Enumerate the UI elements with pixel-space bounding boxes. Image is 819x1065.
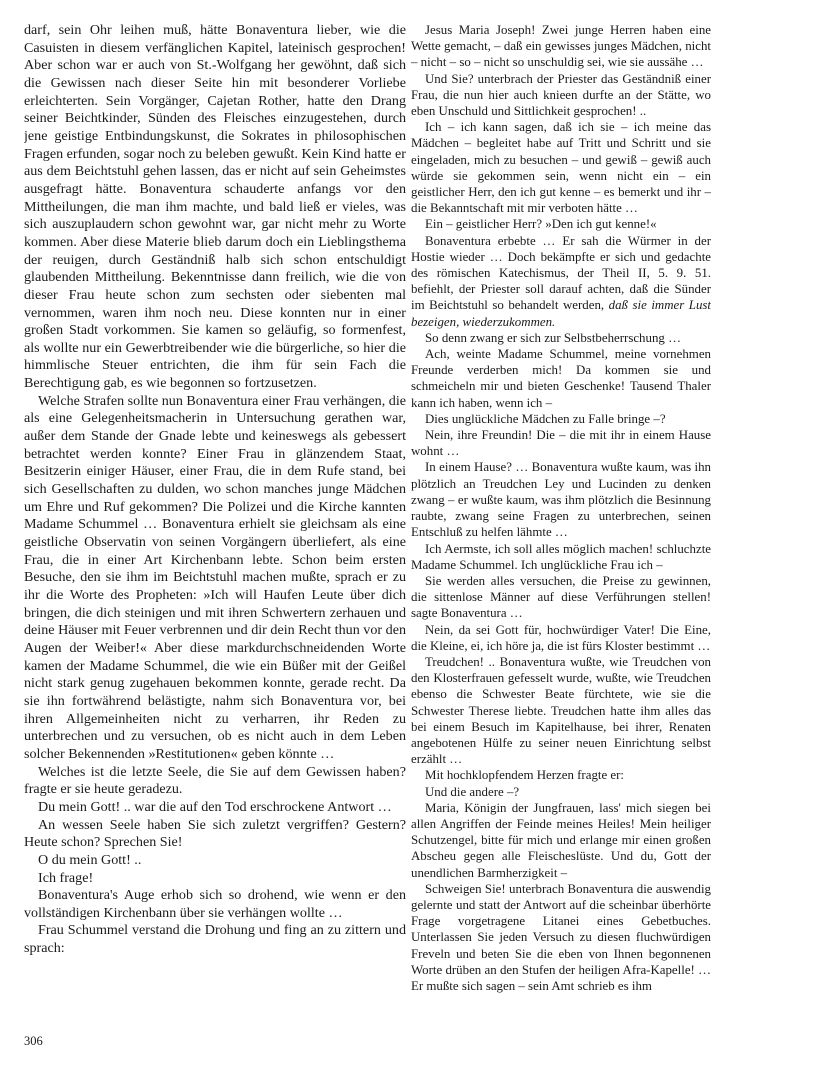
paragraph: Bonaventura's Auge erhob sich so drohend, wie wenn er den vollständigen Kirchenbann über sie verhängen wollte …	[24, 887, 406, 921]
paragraph: Welche Strafen sollte nun Bonaventura einer Frau verhängen, die als eine Gelegenheitsmacherin in Untersuchung gerathen war, außer dem Stande der Gnade lebte und keineswegs als gebessert betrachtet werden konnte? Einer Frau in glänzendem Staat, Besitzerin einiger Häuser, einer Frau, die in dem Rufe stand, bei sich Gesellschaften zu dulden, wo schon manches junge Mädchen um Ehre und Ruf gekommen? Die Polizei und die Kirche kannten Madame Schummel … Bonaventura erhielt sie gleichsam als eine geistliche Observatin von seinen Vorgängern überliefert, als eine Frau, die in einer Art Kirchenbann lebte. Schon beim ersten Besuche, den sie ihm im Beichtstuhl machen mußte, sprach er zu ihr die Worte des Propheten: »Ich will Haufen Leute über dich bringen, die dich steinigen und mit ihren Schwertern zerhauen und deine Häuser mit Feuer verbrennen und dir dein Recht thun vor den Augen der Weiber!« Aber diese markdurchschneidenden Worte kamen der Madame Schummel, die wie ein Büßer mit der Geißel nicht stark genug zugehauen bekommen konnte, gerade recht. Da sie ihn fortwährend belästigte, nahm sich Bonaventura vor, bei ihren Allgemeinheiten nicht zu verharren, ihr Reden zu unterbrechen und zu versuchen, ob es nicht auch in dem Leben solcher Bekennenden »Restitutionen« geben könnte …	[24, 392, 406, 762]
paragraph: Ich frage!	[38, 869, 94, 886]
paragraph: Mit hochklopfendem Herzen fragte er:	[425, 768, 625, 783]
italic-quote: daß sie immer Lust bezeigen, wiederzukommen.	[411, 298, 711, 329]
paragraph: Nein, ihre Freundin! Die – die mit ihr in einem Hause wohnt …	[411, 428, 711, 459]
right-column	[411, 22, 711, 1032]
paragraph: Und die andere –?	[425, 784, 520, 799]
paragraph: An wessen Seele haben Sie sich zuletzt vergriffen? Gestern? Heute schon? Sprechen Sie!	[24, 816, 406, 851]
paragraph: Sie werden alles versuchen, die Preise zu gewinnen, die sittenlose Männer auf diese Verführungen stellen! sagte Bonaventura …	[411, 573, 711, 621]
paragraph: Frau Schummel verstand die Drohung und fing an zu zittern und sprach:	[24, 922, 406, 957]
page-number: 306	[24, 1034, 43, 1048]
paragraph: Schweigen Sie! unterbrach Bonaventura die auswendig gelernte und statt der Antwort auf die scheinbar überhörte Frage vorgetragene Litanei eines Gebetbuches. Unterlassen Sie jeden Versuch zu diesen fluchwürdigen Freveln und beten Sie die eben von Ihnen begonnenen Worte drüben an den Stufen der heiligen Afra-Kapelle! … Er mußte sich sagen – sein Amt schrieb es ihm	[411, 881, 711, 993]
paragraph: Jesus Maria Joseph! Zwei junge Herren haben eine Wette gemacht, – daß ein gewisses junges Mädchen, nicht – nicht – so – nicht so unschuldig sei, wie sie aussähe …	[411, 23, 711, 70]
paragraph: Ich – ich kann sagen, daß ich sie – ich meine das Mädchen – begleitet habe auf Tritt und Schritt und sie eingeladen, mich zu besuchen – und gewiß – gewiß auch würde sie gekommen sein, wenn nicht ein – ein geistlicher Herr, den ich gut kenne – es bemerkt und ihr – die Bekanntschaft mit mir verboten hätte …	[411, 120, 711, 216]
paragraph: Du mein Gott! .. war die auf den Tod erschrockene Antwort …	[38, 798, 392, 815]
paragraph: Ach, weinte Madame Schummel, meine vornehmen Freunde verderben mich! Da kommen sie und schmeicheln mir und bieten Geschenke! Tausend Thaler kann ich haben, wenn ich –	[411, 347, 711, 410]
paragraph: O du mein Gott! ..	[38, 851, 142, 868]
paragraph: Treudchen! .. Bonaventura wußte, wie Treudchen von den Klosterfrauen gefesselt wurde, wußte, wie Treudchen ebenso die Schwester Beate fürchtete, wie sie die Schwester Therese liebte. Treudchen hatte ihm alles das bei einem Besuch im Kapitelhause, bei ihrer, Renaten angebotenen Hülfe zu seiner neuen Einrichtung selbst erzählt …	[411, 654, 711, 767]
paragraph: Maria, Königin der Jungfrauen, lass' mich siegen bei allen Angriffen der Feinde meines Heiles! Mein heiliger Schutzengel, bitte für mich und erlange mir einen großen Abscheu gegen alle Fleischeslüste. Und du, Gott der unendlichen Barmherzigkeit –	[411, 800, 711, 880]
paragraph: darf, sein Ohr leihen muß, hätte Bonaventura lieber, wie die Casuisten in diesem verfänglichen Kapitel, lateinisch gesprochen! Aber schon war er auch von St.-Wolfgang her gewöhnt, daß sich die Gewissen nach dieser Seite hin mit besonderer Vorliebe erleichterten. Sein Vorgänger, Cajetan Rother, hatte den Drang seiner Beichtkinder, Sünden des Fleisches einzugestehen, durch jene geistige Entbindungskunst, die Sokrates in philosophischen Fragen erfunden, sogar noch zu beleben gewußt. Kein Kind hatte er aus dem Beichtstuhl gehen lassen, das er nicht auf sein Geheimstes ausgefragt hätte. Bonaventura schauderte anfangs vor den Mittheilungen, die man ihm machte, und bald ließ er vieles, was sich auszuplaudern schon gewohnt war, gar nicht mehr zu Worte kommen. Aber diese Materie blieb darum doch ein Lieblingsthema der reuigen, durch Geständniß halb sich schon entschuldigt glaubenden Mittheilung. Bekenntnisse dann freilich, wie die von dieser Frau heute schon zum sechsten oder siebenten mal vernommen, waren ihm noch neu. Diese konnten nur in einer großen Stadt vorkommen. Sie kamen so geläufig, so formenfest, als wollte nur ein Gewerbtreibender wie die bürgerliche, so hier die himmlische Steuer entrichten, die ihm für sein Fach die Berechtigung gab, es wie begonnen so fortzusetzen.	[24, 22, 406, 392]
paragraph: In einem Hause? … Bonaventura wußte kaum, was ihn plötzlich an Treudchen Ley und Lucinden zu denken zwang – er wußte kaum, was ihm plötzlich die Besinnung raubte, zwang seine Fragen zu unterbrechen, seinen Entschluß zu helfen lähmte …	[411, 460, 711, 540]
paragraph-with-quote	[411, 233, 711, 330]
paragraph: Welches ist die letzte Seele, die Sie auf dem Gewissen haben? fragte er sie heute geradezu.	[24, 763, 406, 798]
paragraph: Ich Aermste, ich soll alles möglich machen! schluchzte Madame Schummel. Ich unglückliche Frau ich –	[411, 541, 711, 572]
paragraph: So denn zwang er sich zur Selbstbeherrschung …	[425, 330, 681, 345]
paragraph: Ein – geistlicher Herr? »Den ich gut kenne!«	[425, 217, 657, 232]
left-column	[24, 22, 406, 1032]
paragraph: Und Sie? unterbrach der Priester das Geständniß einer Frau, die nun hier auch knieen durfte an der Stätte, wo eben Unschuld und Sittlichkeit gesprochen! ..	[411, 71, 711, 119]
paragraph-text: Bonaventura erbebte … Er sah die Würmer in der Hostie wieder … Doch bekämpfte er sich und gedachte des römischen Katechismus, der Theil II, 5. 9. 51. befiehlt, der Priester soll darauf achten, daß die Sünder im Beichtstuhl so behandelt werden,	[411, 233, 711, 313]
paragraph: Dies unglückliche Mädchen zu Falle bringe –?	[425, 411, 666, 426]
paragraph: Nein, da sei Gott für, hochwürdiger Vater! Die Eine, die Kleine, ei, ich höre ja, die ist fürs Kloster bestimmt …	[411, 622, 711, 653]
